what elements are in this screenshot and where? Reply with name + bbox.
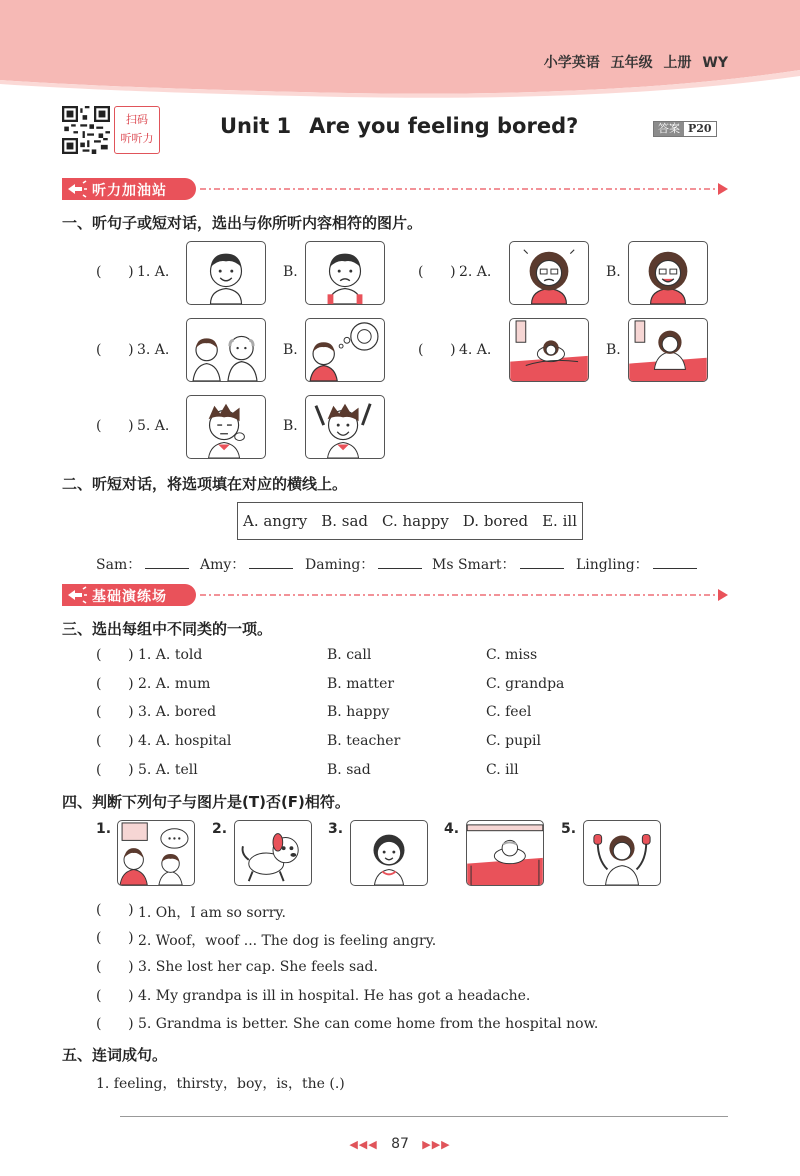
word-options-box xyxy=(237,502,583,540)
section-banner-listening xyxy=(62,178,730,200)
name-amy: Amy： xyxy=(200,557,246,573)
answer-paren[interactable]: ( ) xyxy=(96,264,134,280)
woman-sitting-in-bed-icon xyxy=(629,319,707,381)
sad-boy-icon xyxy=(306,242,384,304)
answer-paren[interactable]: ( ) xyxy=(96,930,134,946)
picture-5a[interactable] xyxy=(186,395,266,459)
picture-2a[interactable] xyxy=(509,241,589,305)
picture-2b[interactable] xyxy=(628,241,708,305)
choice-a: 3. A. bored xyxy=(138,704,217,720)
series-label: 小学英语 五年级 上册 WY xyxy=(543,55,728,71)
item-number: 2. A. xyxy=(459,264,492,280)
picture-4b[interactable] xyxy=(628,318,708,382)
answer-paren[interactable]: ( ) xyxy=(96,1016,134,1032)
picture-4a[interactable] xyxy=(509,318,589,382)
part2-title: 二、听短对话，将选项填在对应的横线上。 xyxy=(62,475,348,493)
choice-a: 5. A. tell xyxy=(138,762,198,778)
tf-sentence: 4. My grandpa is ill in hospital. He has got a headache. xyxy=(138,988,531,1004)
fill-sam[interactable] xyxy=(96,554,189,574)
item-number: 1. A. xyxy=(137,264,170,280)
picture-t1[interactable] xyxy=(117,820,195,886)
answer-paren[interactable]: ( ) xyxy=(96,959,134,975)
fill-amy[interactable] xyxy=(200,554,293,574)
tf-sentence: 2. Woof，woof ... The dog is feeling angry. xyxy=(138,933,437,949)
picture-1b[interactable] xyxy=(305,241,385,305)
page-number: 87 xyxy=(391,1136,409,1152)
answer-paren[interactable]: ( ) xyxy=(96,647,134,663)
option-ill: E. ill xyxy=(542,512,577,530)
tf-sentence: 5. Grandma is better. She can come home from the hospital now. xyxy=(138,1016,599,1032)
boy-and-grandpa-icon xyxy=(187,319,265,381)
choice-a: 1. A. told xyxy=(138,647,203,663)
grandma-stretching-icon xyxy=(584,821,660,885)
page-footer xyxy=(0,1136,800,1152)
section-dash-line xyxy=(200,178,730,200)
choice-b: B. happy xyxy=(327,704,390,720)
item-number: 5. A. xyxy=(137,418,170,434)
header-band xyxy=(0,0,800,100)
kids-talking-icon xyxy=(118,821,194,885)
choice-c: C. feel xyxy=(486,704,532,720)
unit-title-text: Are you feeling bored? xyxy=(309,114,579,138)
answer-paren[interactable]: ( ) xyxy=(418,342,456,358)
happy-woman-icon xyxy=(629,242,707,304)
answer-paren[interactable]: ( ) xyxy=(96,342,134,358)
choice-a: 4. A. hospital xyxy=(138,733,232,749)
picture-3a[interactable] xyxy=(186,318,266,382)
picture-5b[interactable] xyxy=(305,395,385,459)
choice-c: C. ill xyxy=(486,762,519,778)
fill-ms-smart[interactable] xyxy=(432,554,564,574)
section-title-listening: 听力加油站 xyxy=(92,183,167,199)
option-b-label: B. xyxy=(283,418,298,434)
section-dash-line xyxy=(200,584,730,606)
unit-label: Unit 1 xyxy=(220,114,292,138)
tf-sentence: 3. She lost her cap. She feels sad. xyxy=(138,959,378,975)
choice-b: B. matter xyxy=(327,676,395,692)
part3-title: 三、选出每组中不同类的一项。 xyxy=(62,620,273,638)
name-sam: Sam： xyxy=(96,557,142,573)
option-bored: D. bored xyxy=(462,512,529,530)
fill-daming[interactable] xyxy=(305,554,422,574)
page-title xyxy=(220,114,578,138)
answer-paren[interactable]: ( ) xyxy=(96,418,134,434)
part5-title: 五、连词成句。 xyxy=(62,1046,168,1064)
name-ms-smart: Ms Smart： xyxy=(432,557,516,573)
picture-t3[interactable] xyxy=(350,820,428,886)
scan-listen-badge[interactable] xyxy=(114,106,160,154)
scan-label-line2: 听听力 xyxy=(120,132,154,145)
choice-b: B. teacher xyxy=(327,733,401,749)
part4-title: 四、判断下列句子与图片是(T)否(F)相符。 xyxy=(62,793,350,811)
angry-woman-icon xyxy=(510,242,588,304)
picture-number: 3. xyxy=(328,821,344,837)
smiling-girl-icon xyxy=(351,821,427,885)
answer-paren[interactable]: ( ) xyxy=(96,704,134,720)
choice-c: C. miss xyxy=(486,647,538,663)
sick-in-bed-icon xyxy=(510,319,588,381)
picture-number: 1. xyxy=(96,821,112,837)
bottom-divider xyxy=(120,1116,728,1117)
section-title-basics: 基础演练场 xyxy=(92,589,167,605)
name-lingling: Lingling： xyxy=(576,557,649,573)
answer-page-tag xyxy=(653,121,717,137)
answer-paren[interactable]: ( ) xyxy=(96,902,134,918)
option-b-label: B. xyxy=(283,264,298,280)
answer-tag-page: P20 xyxy=(688,122,712,135)
picture-3b[interactable] xyxy=(305,318,385,382)
prev-arrows-icon: ◀◀◀ xyxy=(349,1138,378,1151)
picture-1a[interactable] xyxy=(186,241,266,305)
happy-dog-icon xyxy=(235,821,311,885)
bored-boy-icon xyxy=(187,396,265,458)
choice-b: B. call xyxy=(327,647,372,663)
grandpa-in-hospital-icon xyxy=(467,821,543,885)
happy-boy-icon xyxy=(187,242,265,304)
item-number: 3. A. xyxy=(137,342,170,358)
answer-tag-label: 答案 xyxy=(654,122,684,136)
choice-c: C. grandpa xyxy=(486,676,565,692)
boy-missing-grandpa-icon xyxy=(306,319,384,381)
choice-a: 2. A. mum xyxy=(138,676,211,692)
option-b-label: B. xyxy=(606,342,621,358)
scan-label-line1: 扫码 xyxy=(126,113,148,126)
name-daming: Daming： xyxy=(305,557,375,573)
picture-t4[interactable] xyxy=(466,820,544,886)
fill-lingling[interactable] xyxy=(576,554,697,574)
picture-t5[interactable] xyxy=(583,820,661,886)
choice-c: C. pupil xyxy=(486,733,542,749)
choice-b: B. sad xyxy=(327,762,371,778)
answer-paren[interactable]: ( ) xyxy=(96,988,134,1004)
option-b-label: B. xyxy=(283,342,298,358)
option-angry: A. angry xyxy=(243,512,308,530)
arrow-burst-icon xyxy=(66,586,88,604)
picture-number: 4. xyxy=(444,821,460,837)
excited-boy-icon xyxy=(306,396,384,458)
picture-t2[interactable] xyxy=(234,820,312,886)
option-sad: B. sad xyxy=(321,512,369,530)
picture-number: 5. xyxy=(561,821,577,837)
answer-paren[interactable]: ( ) xyxy=(418,264,456,280)
part1-title: 一、听句子或短对话，选出与你所听内容相符的图片。 xyxy=(62,214,423,232)
sentence-scramble-1: 1. feeling，thirsty，boy，is，the (.) xyxy=(96,1076,345,1092)
picture-number: 2. xyxy=(212,821,228,837)
answer-paren[interactable]: ( ) xyxy=(96,676,134,692)
arrow-burst-icon xyxy=(66,180,88,198)
item-number: 4. A. xyxy=(459,342,492,358)
answer-paren[interactable]: ( ) xyxy=(96,762,134,778)
option-happy: C. happy xyxy=(382,512,449,530)
answer-paren[interactable]: ( ) xyxy=(96,733,134,749)
section-banner-basics xyxy=(62,584,730,606)
qr-code-icon[interactable] xyxy=(62,106,110,154)
option-b-label: B. xyxy=(606,264,621,280)
next-arrows-icon: ▶▶▶ xyxy=(422,1138,451,1151)
tf-sentence: 1. Oh，I am so sorry. xyxy=(138,905,286,921)
